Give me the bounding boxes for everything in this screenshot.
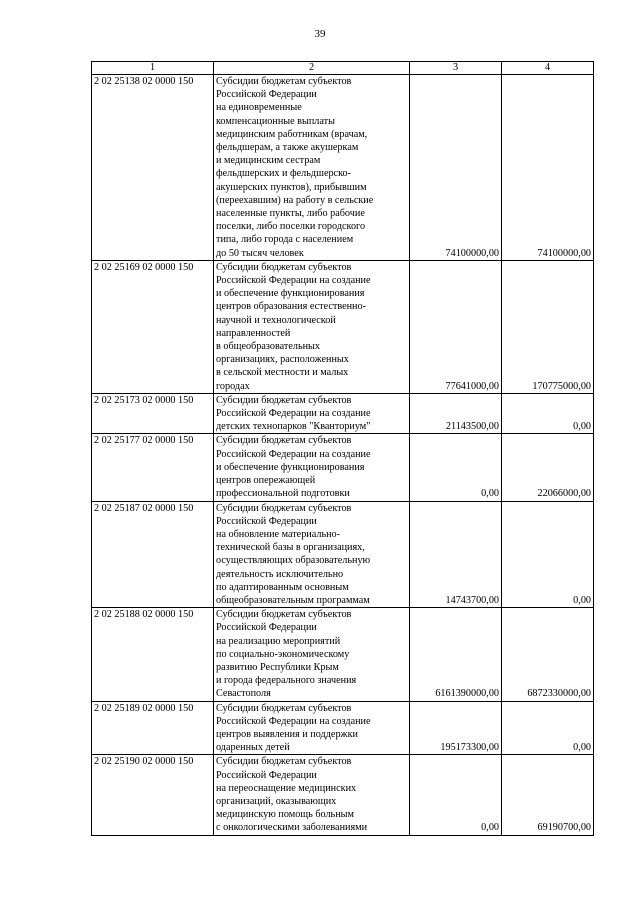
table-header xyxy=(92,62,594,75)
amount-col4: 74100000,00 xyxy=(502,75,594,261)
row-description: Субсидии бюджетам субъектов Российской Федерации на создание и обеспечение функционирования центров опережающей профессиональной подготовки xyxy=(214,434,410,501)
budget-code: 2 02 25177 02 0000 150 xyxy=(92,434,214,501)
amount-col4: 22066000,00 xyxy=(502,434,594,501)
row-description: Субсидии бюджетам субъектов Российской Федерации на переоснащение медицинских организаций, оказывающих медицинскую помощь больным с онкологическими заболеваниями xyxy=(214,755,410,835)
row-description: Субсидии бюджетам субъектов Российской Федерации на реализацию мероприятий по социально-экономическому развитию Республики Крым и города федерального значения Севастополя xyxy=(214,608,410,701)
amount-col4: 170775000,00 xyxy=(502,260,594,393)
table-row xyxy=(92,501,594,608)
header-cell-1: 1 xyxy=(92,62,214,75)
table-row xyxy=(92,260,594,393)
row-description: Субсидии бюджетам субъектов Российской Федерации на обновление материально- технической базы в организациях, осуществляющих образовательную деятельность исключительно по адаптированным основным общеобразовательным программам xyxy=(214,501,410,608)
amount-col3: 0,00 xyxy=(410,434,502,501)
amount-col3: 195173300,00 xyxy=(410,701,502,755)
amount-col4: 69190700,00 xyxy=(502,755,594,835)
header-cell-4: 4 xyxy=(502,62,594,75)
table-row xyxy=(92,755,594,835)
amount-col3: 74100000,00 xyxy=(410,75,502,261)
page-number: 39 xyxy=(314,28,326,40)
row-description: Субсидии бюджетам субъектов Российской Федерации на создание детских технопарков "Кванториум" xyxy=(214,393,410,434)
row-description: Субсидии бюджетам субъектов Российской Федерации на создание и обеспечение функционирования центров образования естественно- научной и технологической направленностей в общеобразовательных организациях, расположенных в сельской местности и малых городах xyxy=(214,260,410,393)
budget-code: 2 02 25190 02 0000 150 xyxy=(92,755,214,835)
amount-col4: 0,00 xyxy=(502,501,594,608)
table-row xyxy=(92,608,594,701)
amount-col3: 0,00 xyxy=(410,755,502,835)
header-cell-3: 3 xyxy=(410,62,502,75)
table-row xyxy=(92,701,594,755)
amount-col3: 14743700,00 xyxy=(410,501,502,608)
amount-col4: 0,00 xyxy=(502,393,594,434)
header-cell-2: 2 xyxy=(214,62,410,75)
row-description: Субсидии бюджетам субъектов Российской Федерации на создание центров выявления и поддержки одаренных детей xyxy=(214,701,410,755)
table-row xyxy=(92,75,594,261)
table-row xyxy=(92,393,594,434)
amount-col3: 77641000,00 xyxy=(410,260,502,393)
budget-table xyxy=(91,61,594,836)
budget-code: 2 02 25189 02 0000 150 xyxy=(92,701,214,755)
table-row xyxy=(92,434,594,501)
row-description: Субсидии бюджетам субъектов Российской Федерации на единовременные компенсационные выплаты медицинским работникам (врачам, фельдшерам, а также акушеркам и медицинским сестрам фельдшерских и фельдшерско- акушерских пунктов), прибывшим (переехавшим) на работу в сельские населенные пункты, либо рабочие поселки, либо поселки городского типа, либо города с населением до 50 тысяч человек xyxy=(214,75,410,261)
amount-col3: 6161390000,00 xyxy=(410,608,502,701)
budget-code: 2 02 25173 02 0000 150 xyxy=(92,393,214,434)
table-body xyxy=(92,75,594,836)
header-row xyxy=(92,62,594,75)
amount-col3: 21143500,00 xyxy=(410,393,502,434)
budget-code: 2 02 25187 02 0000 150 xyxy=(92,501,214,608)
budget-code: 2 02 25169 02 0000 150 xyxy=(92,260,214,393)
amount-col4: 6872330000,00 xyxy=(502,608,594,701)
budget-code: 2 02 25188 02 0000 150 xyxy=(92,608,214,701)
budget-code: 2 02 25138 02 0000 150 xyxy=(92,75,214,261)
amount-col4: 0,00 xyxy=(502,701,594,755)
